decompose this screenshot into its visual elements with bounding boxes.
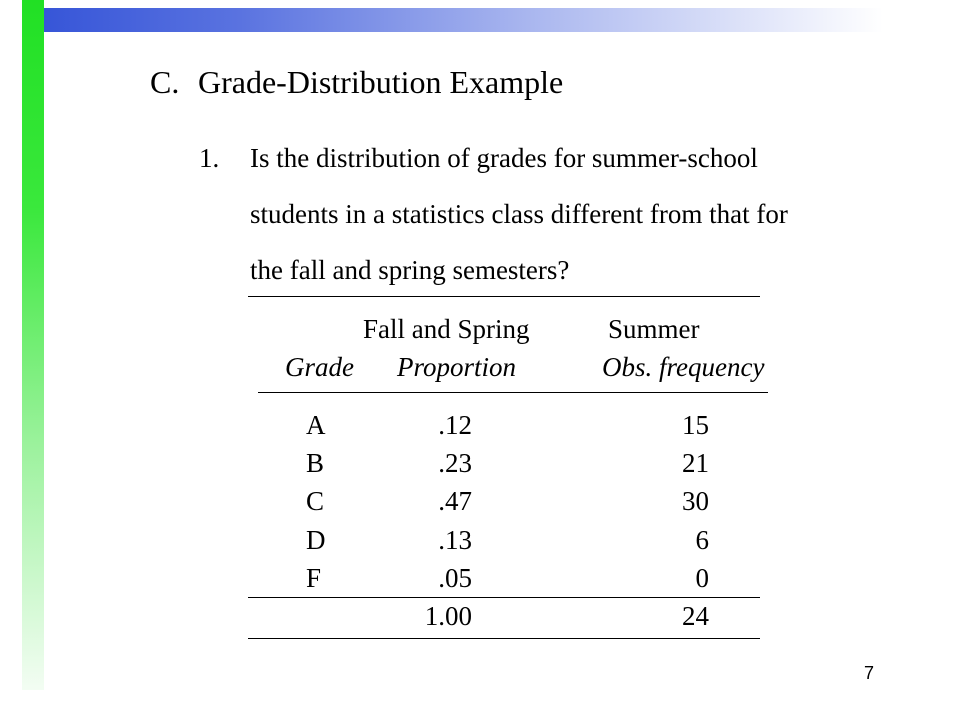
row-proportion: .47 — [438, 486, 472, 516]
heading-letter: C. — [150, 64, 180, 100]
total-frequency: 24 — [682, 601, 709, 631]
row-proportion: .23 — [438, 448, 472, 478]
row-frequency: 6 — [695, 525, 709, 555]
left-accent-bar — [22, 0, 44, 690]
header-grade: Grade — [285, 352, 354, 382]
total-proportion: 1.00 — [424, 601, 472, 631]
row-grade: B — [306, 448, 325, 478]
question-line: students in a statistics class different from that for — [250, 199, 788, 229]
left-margin-strip — [0, 0, 22, 690]
row-proportion: .12 — [438, 410, 472, 440]
question-number: 1. — [199, 143, 220, 173]
row-grade: D — [306, 525, 326, 555]
header-proportion: Proportion — [397, 352, 517, 382]
table-header-rule — [258, 392, 768, 393]
table-top-rule — [248, 296, 760, 297]
row-frequency: 30 — [682, 486, 709, 516]
row-proportion: .13 — [438, 525, 472, 555]
question-line: Is the distribution of grades for summer-school — [250, 143, 758, 173]
slide-heading — [150, 64, 563, 101]
top-accent-bar — [0, 8, 960, 32]
question-line: the fall and spring semesters? — [250, 255, 570, 285]
row-frequency: 15 — [682, 410, 709, 440]
row-grade: A — [306, 410, 326, 440]
row-grade: C — [306, 486, 325, 516]
header-obs-frequency: Obs. frequency — [602, 352, 765, 382]
row-frequency: 0 — [695, 563, 709, 593]
table-total-rule — [248, 597, 760, 598]
heading-title: Grade-Distribution Example — [198, 64, 564, 100]
page-number: 7 — [864, 663, 875, 683]
table-bottom-rule — [248, 638, 760, 639]
header-summer: Summer — [608, 314, 700, 344]
row-proportion: .05 — [438, 563, 472, 593]
header-fall-spring: Fall and Spring — [363, 314, 530, 344]
row-frequency: 21 — [682, 448, 709, 478]
row-grade: F — [306, 563, 322, 593]
question-text — [250, 130, 930, 298]
